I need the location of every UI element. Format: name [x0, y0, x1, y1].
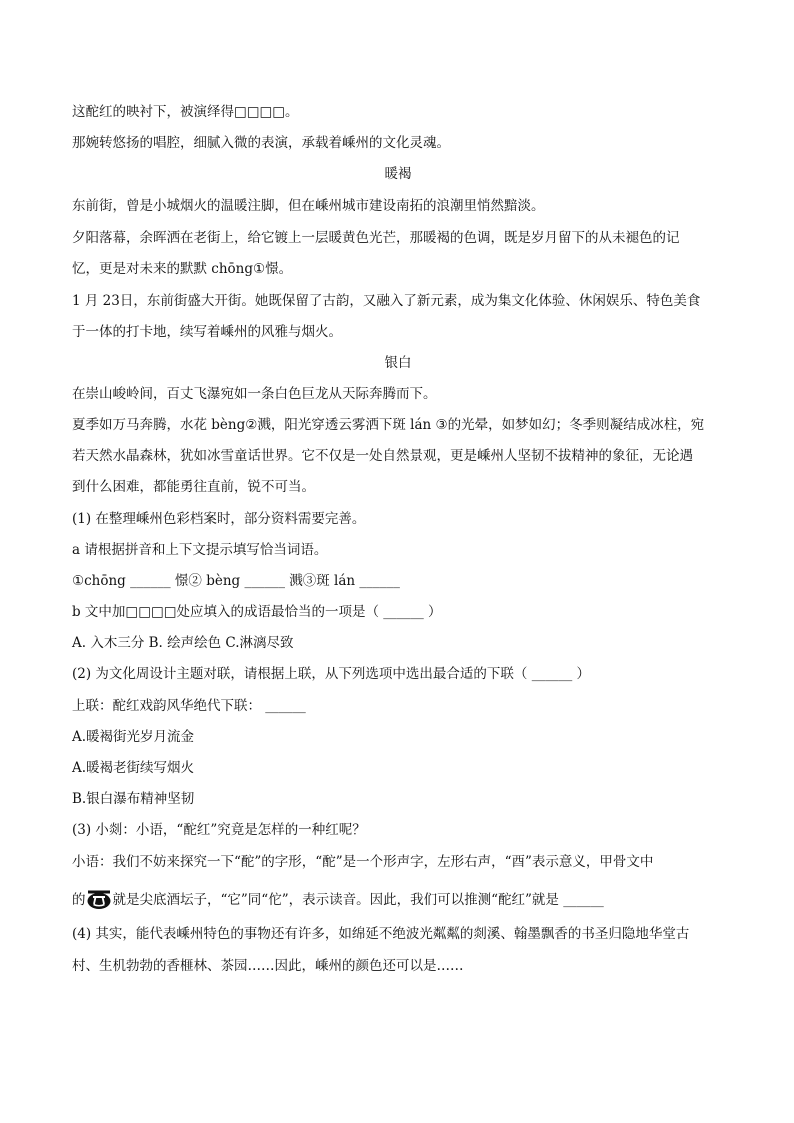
section-heading-silver-white: 银白	[384, 355, 412, 371]
text-line-13: 到什么困难，都能勇往直前，锐不可当。	[72, 479, 315, 495]
question-1a: a 请根据拼音和上下文提示填写恰当词语。	[72, 542, 328, 558]
section-heading-warm-brown: 暖褐	[384, 166, 412, 182]
text-line-8: 于一体的打卡地，续写着嵊州的风雅与烟火。	[72, 324, 342, 340]
question-1b-options: A. 入木三分 B. 绘声绘色 C.淋漓尽致	[72, 635, 294, 651]
question-2-couplet: 上联：酡红戏韵风华绝代下联： ______	[72, 698, 306, 714]
text-line-6: 忆，更是对未来的默默 chōng①憬。	[72, 261, 293, 277]
question-3-text-1: 小语：我们不妨来探究一下“酡”的字形，“酡”是一个形声字，左形右声，“酉”表示意义，甲骨文中	[72, 854, 654, 870]
question-3-text-2-body: 就是尖底酒坛子，“它”同“佗”，表示读音。因此，我们可以推测“酡红”就是 ______	[112, 892, 604, 908]
oracle-bone-you-glyph-icon	[86, 888, 112, 910]
text-line-7: 1 月 23日，东前街盛大开街。她既保留了古韵，又融入了新元素，成为集文化体验、休闲娱乐、特色美食	[72, 293, 701, 309]
question-2-option-3: B.银白瀑布精神坚韧	[72, 791, 195, 807]
text-line-11: 夏季如万马奔腾，水花 bèng②溅，阳光穿透云雾洒下斑 lán ③的光晕，如梦如幻；冬季则凝结成冰柱，宛	[72, 417, 705, 433]
question-2-option-1: A.暖褐街光岁月流金	[72, 729, 195, 745]
text-line-1: 这酡红的映衬下，被演绎得□□□□。	[72, 104, 299, 120]
question-1: (1) 在整理嵊州色彩档案时，部分资料需要完善。	[72, 511, 366, 527]
question-1b: b 文中加□□□□处应填入的成语最恰当的一项是（ ______ ）	[72, 604, 442, 620]
text-line-12: 若天然水晶森林，犹如冰雪童话世界。它不仅是一处自然景观，更是嵊州人坚韧不拔精神的象征，无论遇	[72, 448, 693, 464]
text-line-5: 夕阳落幕，余晖洒在老街上，给它镀上一层暖黄色光芒，那暖褐的色调，既是岁月留下的从未褪色的记	[72, 230, 680, 246]
glyph-prefix: 的	[72, 892, 86, 908]
question-3: (3) 小剡：小语，“酡红”究竟是怎样的一种红呢？	[72, 822, 366, 838]
question-4: (4) 其实，能代表嵊州特色的事物还有许多，如绵延不绝波光粼粼的剡溪、翰墨飘香的书圣归隐地华堂古	[72, 926, 690, 942]
text-line-10: 在崇山峻岭间，百丈飞瀑宛如一条白色巨龙从天际奔腾而下。	[72, 386, 437, 402]
question-3-text-2	[72, 888, 724, 906]
text-line-4: 东前街，曾是小城烟火的温暖注脚，但在嵊州城市建设南拓的浪潮里悄然黯淡。	[72, 198, 545, 214]
text-line-2: 那婉转悠扬的唱腔，细腻入微的表演，承载着嵊州的文化灵魂。	[72, 135, 450, 151]
question-4-continued: 村、生机勃勃的香榧林、茶园……因此，嵊州的颜色还可以是……	[72, 958, 464, 974]
question-2: (2) 为文化周设计主题对联，请根据上联，从下列选项中选出最合适的下联（ ______ ）	[72, 666, 590, 682]
question-2-option-2: A.暖褐老街续写烟火	[72, 760, 195, 776]
question-1a-blanks: ①chōng ______ 憬② bèng ______ 溅③斑 lán ______	[72, 573, 400, 589]
